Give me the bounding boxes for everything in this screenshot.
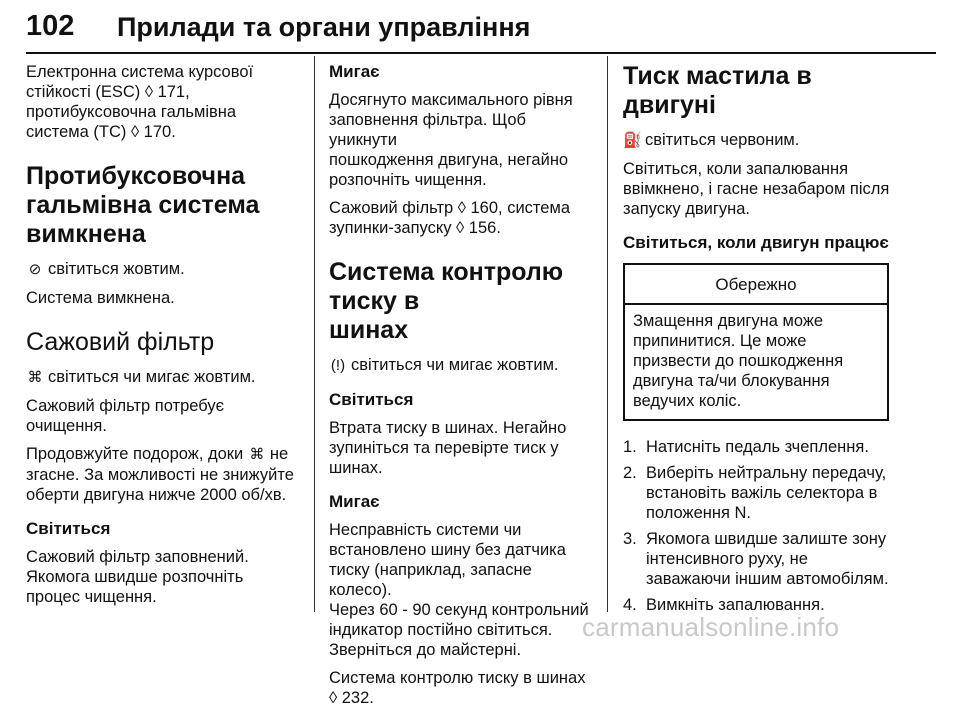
intro-paragraph: Електронна система курсової стійкості (ESC) ◊ 171, протибуксовочна гальмівна система (TC) ◊ 170. [26, 63, 254, 141]
warning-box [623, 263, 889, 421]
oil-can-icon: ⛽ [623, 132, 642, 149]
tpms-blink-text: Несправність системи чи встановлено шину без датчика тиску (наприклад, запасне колесо). Через 60 - 90 секунд контрольний індикатор постійно світиться. Зверніться до майстерні. [329, 521, 589, 659]
tpms-lit-heading: Світиться [329, 390, 414, 409]
oil-text: Світиться, коли запалювання ввімкнено, і гасне незабаром після запуску двигуна. [623, 160, 890, 218]
engine-running-heading: Світиться, коли двигун працює [623, 233, 889, 252]
soot-text-1: Сажовий фільтр потребує очищення. [26, 397, 224, 435]
column-middle [329, 62, 597, 716]
soot-blink-heading: Мигає [329, 62, 380, 81]
list-item: 1. Натисніть педаль зчеплення. [623, 438, 869, 456]
warning-title: Обережно [625, 265, 887, 305]
soot-filter-heading: Сажовий фільтр [26, 328, 215, 356]
header-rule [26, 52, 936, 54]
column-divider-2 [607, 56, 608, 612]
warning-text: Змащення двигуна може припинитися. Це може призвести до пошкодження двигуна та/чи блокування ведучих коліс. [633, 312, 844, 410]
watermark: carmanualsonline.info [582, 612, 840, 642]
chapter-title: Прилади та органи управління [117, 12, 531, 42]
soot-lit-text: Сажовий фільтр заповнений. Якомога швидше розпочніть процес чищення. [26, 548, 249, 606]
column-divider-1 [314, 56, 315, 612]
list-item: 2. Виберіть нейтральну передачу, встановіть важіль селектора в положення N. [623, 464, 887, 522]
tc-off-heading: Протибуксовочна гальмівна система вимкнена [26, 162, 260, 248]
column-right [623, 62, 905, 621]
soot-filter-icon-inline: ⌘ [249, 446, 265, 463]
column-left [26, 62, 302, 615]
tpms-heading: Система контролю тиску в шинах [329, 258, 564, 344]
page-number: 102 [26, 10, 75, 42]
tire-pressure-icon: (!) [330, 357, 346, 374]
tpms-indicator-line: (!) світиться чи мигає жовтим. [330, 356, 559, 374]
tc-off-icon: ⊘ [28, 261, 42, 278]
soot-text-2: Продовжуйте подорож, доки ⌘ не згасне. За можливості не знижуйте оберти двигуна нижче 2000 об/хв. [26, 445, 294, 504]
soot-blink-text: Досягнуто максимального рівня заповнення фільтра. Щоб уникнути пошкодження двигуна, негайно розпочніть чищення. [329, 91, 573, 189]
oil-indicator-line: ⛽ світиться червоним. [623, 131, 800, 149]
tpms-blink-heading: Мигає [329, 492, 380, 511]
tpms-lit-text: Втрата тиску в шинах. Негайно зупиніться та перевірте тиск у шинах. [329, 419, 567, 477]
soot-indicator-line: ⌘ світиться чи мигає жовтим. [27, 368, 256, 386]
list-item: 4. Вимкніть запалювання. [623, 596, 825, 614]
tpms-reference: Система контролю тиску в шинах ◊ 232. [329, 669, 586, 707]
tc-off-text: Система вимкнена. [26, 289, 175, 307]
soot-filter-icon: ⌘ [27, 369, 43, 386]
soot-lit-heading: Світиться [26, 519, 111, 538]
oil-pressure-heading: Тиск мастила в двигуні [623, 62, 812, 119]
steps-list [623, 437, 905, 615]
list-item: 3. Якомога швидше залиште зону інтенсивного руху, не заважаючи іншим автомобілям. [623, 530, 889, 588]
soot-reference: Сажовий фільтр ◊ 160, система зупинки-запуску ◊ 156. [329, 199, 570, 237]
tc-off-indicator-line: ⊘ світиться жовтим. [26, 259, 302, 280]
